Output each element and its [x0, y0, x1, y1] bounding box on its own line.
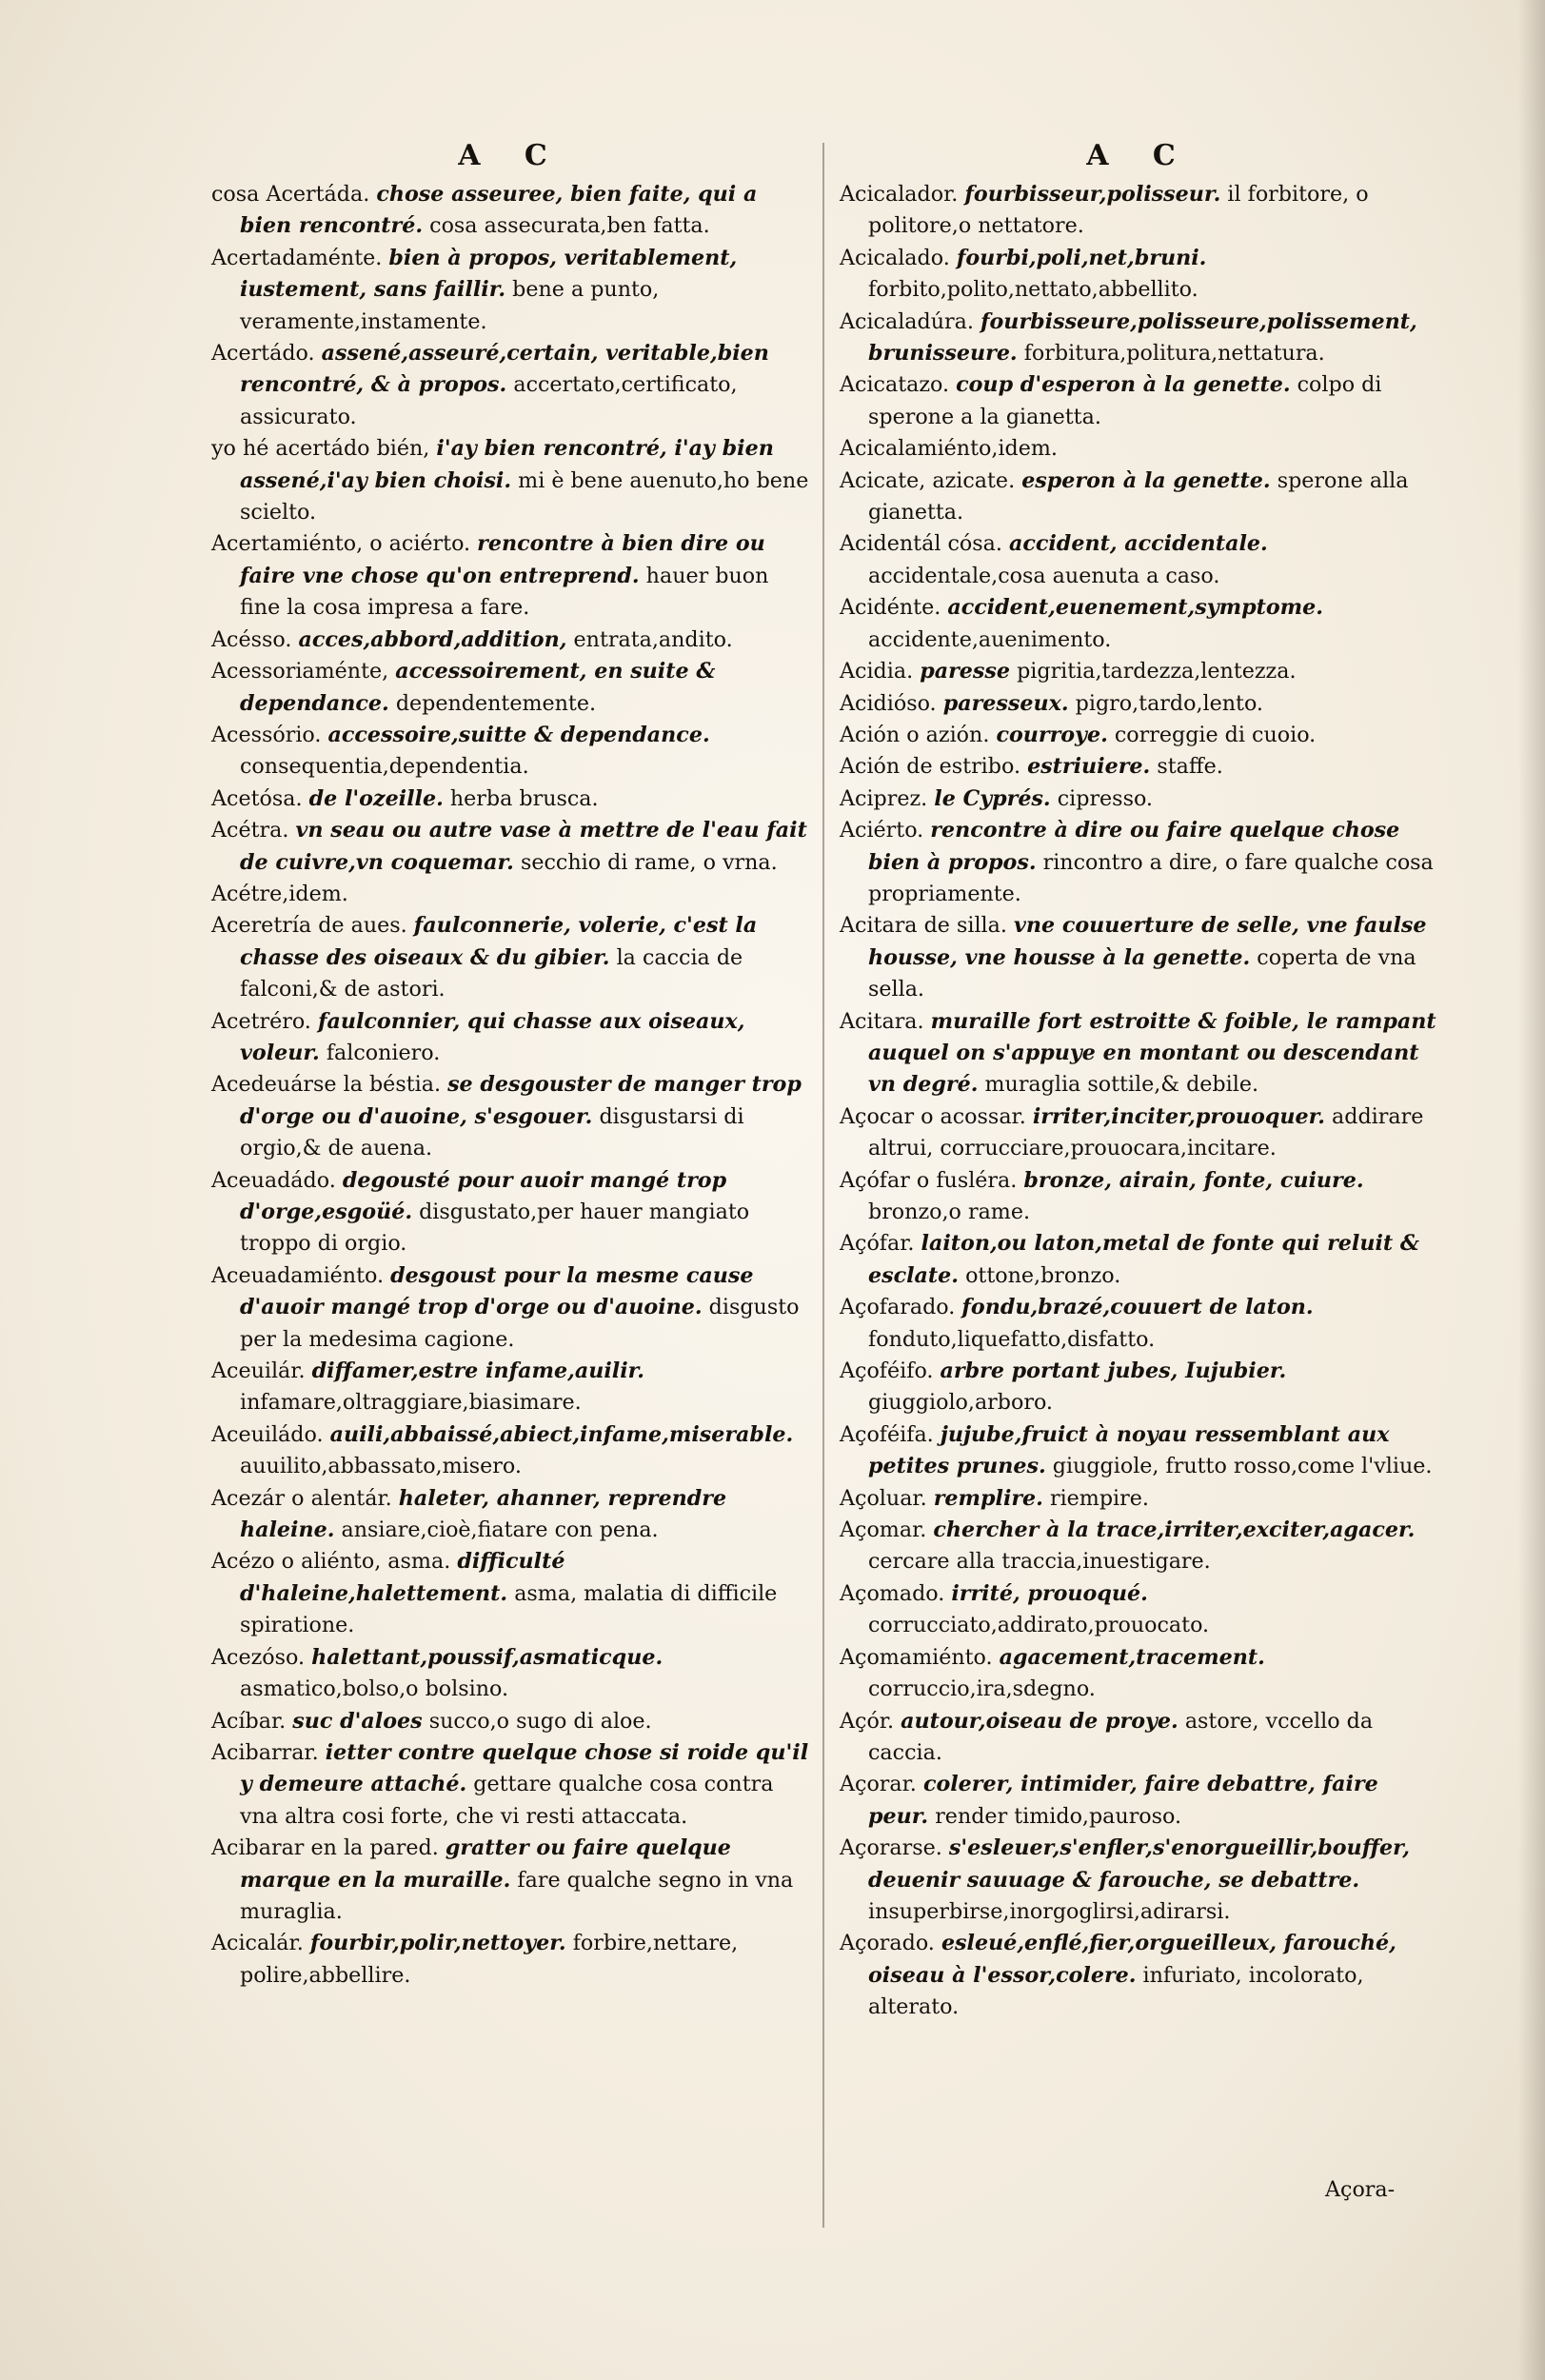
dictionary-entry — [840, 815, 1439, 910]
entry-french-gloss: gratter ou faire quelque marque en la muraille. — [240, 1835, 731, 1893]
entry-italian-gloss: entrata,andito. — [573, 626, 733, 652]
entry-italian-gloss: disgustarsi di orgio,& de auena. — [240, 1103, 744, 1161]
dictionary-entry — [840, 751, 1439, 783]
entry-italian-gloss: corrucciato,addirato,prouocato. — [868, 1613, 1210, 1638]
entry-french-gloss: le Cyprés. — [934, 785, 1051, 811]
entry-italian-gloss: la caccia de falconi,& de astori. — [240, 944, 743, 1002]
entry-headword: Aceretría de aues. — [211, 913, 407, 939]
entry-headword: Acézo o aliénto, asma. — [211, 1549, 451, 1575]
entry-french-gloss: fourbisseur,polisseur. — [964, 182, 1221, 207]
entry-italian-gloss: pigro,tardo,lento. — [1075, 690, 1263, 716]
entry-french-gloss: paresseux. — [942, 690, 1069, 716]
entry-french-gloss: diffamer,estre infame,auilir. — [311, 1359, 644, 1384]
entry-italian-gloss: dependentemente. — [395, 690, 597, 716]
dictionary-entry — [840, 1706, 1439, 1770]
dictionary-entry — [211, 338, 811, 433]
entry-italian-gloss: falconiero. — [326, 1040, 441, 1065]
dictionary-entry — [211, 1419, 811, 1483]
entry-italian-gloss: asma, malatia di difficile spiratione. — [240, 1580, 778, 1638]
entry-italian-gloss: muraglia sottile,& debile. — [984, 1072, 1259, 1098]
entry-headword: Acétre,idem. — [211, 881, 348, 906]
entry-headword: Acezóso. — [211, 1644, 306, 1670]
page-edge-shadow — [1518, 0, 1545, 2380]
dictionary-entry — [211, 1483, 811, 1547]
entry-french-gloss: esleué,enflé,fier,orgueilleux, farouché, oiseau à l'essor,colere. — [868, 1931, 1396, 1988]
entry-italian-gloss: forbire,nettare, polire,abbellire. — [240, 1931, 739, 1988]
entry-italian-gloss: disgusto per la medesima cagione. — [240, 1295, 800, 1352]
dictionary-entry — [211, 1165, 811, 1260]
entry-italian-gloss: accidentale,cosa auenuta a caso. — [868, 563, 1220, 588]
entry-french-gloss: colerer, intimider, faire debattre, faire peur. — [868, 1772, 1378, 1829]
entry-headword: Acicatazo. — [840, 372, 950, 398]
right-column — [840, 133, 1439, 2024]
entry-headword: Acidia. — [840, 659, 914, 684]
entry-headword: Ación de estribo. — [840, 754, 1020, 780]
entry-french-gloss: jujube,fruict à noyau ressemblant aux petites prunes. — [868, 1421, 1390, 1479]
dictionary-entry — [211, 1260, 811, 1356]
left-running-header: A C — [458, 139, 565, 172]
entry-italian-gloss: cosa assecurata,ben fatta. — [429, 213, 710, 239]
dictionary-entry — [211, 879, 811, 910]
entry-headword: Açór. — [840, 1708, 895, 1734]
entry-headword: Acessoriaménte, — [211, 659, 389, 684]
entry-headword: Acertamiénto, o aciérto. — [211, 531, 471, 557]
entry-headword: Acicate, azicate. — [840, 467, 1016, 493]
entry-italian-gloss: addirare altrui, corrucciare,prouocara,incitare. — [868, 1103, 1424, 1161]
entry-italian-gloss: consequentia,dependentia. — [240, 754, 529, 780]
entry-headword: Açomar. — [840, 1517, 927, 1543]
entry-french-gloss: s'esleuer,s'enfler,s'enorgueillir,bouffer, deuenir sauuage & farouche, se debattre. — [868, 1835, 1410, 1893]
entry-italian-gloss: giuggiolo,arboro. — [868, 1390, 1053, 1416]
dictionary-entry — [211, 1737, 811, 1833]
entry-italian-gloss: bronzo,o rame. — [868, 1200, 1031, 1224]
entry-italian-gloss: ansiare,cioè,fiatare con pena. — [341, 1517, 659, 1543]
dictionary-entry — [840, 1642, 1439, 1706]
entry-headword: Acicalár. — [211, 1931, 304, 1956]
entry-headword: Acetréro. — [211, 1008, 311, 1034]
entry-italian-gloss: fare qualche segno in vna muraglia. — [240, 1867, 794, 1924]
dictionary-entry — [211, 1706, 811, 1737]
entry-french-gloss: vne couuerture de selle, vne faulse housse, vne housse à la genette. — [868, 913, 1427, 970]
entry-italian-gloss: forbitura,politura,nettatura. — [1023, 341, 1325, 367]
dictionary-entry — [211, 1642, 811, 1706]
entry-headword: Acicalado. — [840, 245, 950, 270]
entry-french-gloss: faulconnier, qui chasse aux oiseaux, voleur. — [240, 1008, 745, 1065]
entry-french-gloss: chercher à la trace,irriter,exciter,agacer. — [933, 1517, 1416, 1543]
entry-italian-gloss: staffe. — [1157, 754, 1223, 780]
dictionary-entry — [840, 1006, 1439, 1101]
dictionary-entry — [840, 1228, 1439, 1292]
entry-italian-gloss: accertato,certificato, assicurato. — [240, 372, 738, 429]
entry-italian-gloss: pigritia,tardezza,lentezza. — [1017, 659, 1297, 684]
entry-headword: Acessório. — [211, 722, 322, 747]
entry-french-gloss: fourbisseure,polisseure,polissement, brunisseure. — [868, 308, 1417, 367]
dictionary-entry — [211, 625, 811, 656]
entry-italian-gloss: insuperbirse,inorgoglirsi,adirarsi. — [868, 1898, 1231, 1924]
dictionary-entry — [211, 1833, 811, 1928]
entry-french-gloss: muraille fort estroitte & foible, le rampant auquel on s'appuye en montant ou descendant vn degré. — [868, 1008, 1436, 1098]
catchword: Açora- — [1325, 2177, 1396, 2202]
entry-headword: Acezár o alentár. — [211, 1485, 392, 1511]
entry-headword: Açomado. — [840, 1580, 945, 1606]
entry-french-gloss: faulconnerie, volerie, c'est la chasse des oiseaux & du gibier. — [240, 913, 758, 970]
entry-headword: Açomamiénto. — [840, 1644, 993, 1670]
entry-headword: Açoluar. — [840, 1485, 927, 1511]
dictionary-entry — [211, 1069, 811, 1164]
entry-french-gloss: fourbi,poli,net,bruni. — [956, 245, 1207, 270]
right-entry-list — [840, 179, 1439, 2024]
entry-italian-gloss: cercare alla traccia,inuestigare. — [868, 1549, 1211, 1575]
entry-italian-gloss: succo,o sugo di aloe. — [428, 1708, 652, 1734]
entry-french-gloss: chose asseuree, bien faite, qui a bien rencontré. — [240, 182, 758, 239]
dictionary-entry — [840, 1165, 1439, 1229]
entry-french-gloss: difficulté d'haleine,halettement. — [240, 1549, 565, 1606]
entry-headword: Acétra. — [211, 818, 289, 843]
dictionary-entry — [840, 910, 1439, 1005]
entry-headword: Acetósa. — [211, 785, 303, 811]
dictionary-entry — [840, 1101, 1439, 1165]
entry-french-gloss: se desgouster de manger trop d'orge ou d'auoine, s'esgouer. — [240, 1072, 802, 1129]
dictionary-entry — [211, 720, 811, 783]
dictionary-entry — [840, 656, 1439, 687]
entry-french-gloss: remplire. — [933, 1485, 1043, 1511]
entry-headword: Açorarse. — [840, 1835, 942, 1861]
dictionary-entry — [211, 179, 811, 243]
dictionary-entry — [211, 243, 811, 338]
entry-headword: Acibarrar. — [211, 1739, 319, 1765]
right-running-header: A C — [1086, 139, 1193, 172]
entry-italian-gloss: bene a punto, veramente,instamente. — [240, 277, 660, 334]
entry-headword: Acertadaménte. — [211, 245, 383, 270]
entry-headword: Açófar. — [840, 1231, 915, 1257]
entry-headword: Aciérto. — [840, 818, 924, 843]
entry-french-gloss: paresse — [920, 659, 1010, 684]
entry-headword: Aciprez. — [840, 785, 928, 811]
dictionary-entry — [840, 369, 1439, 433]
entry-headword: Açoféifo. — [840, 1359, 934, 1384]
entry-italian-gloss: mi è bene auenuto,ho bene scielto. — [240, 467, 809, 526]
dictionary-entry — [211, 528, 811, 624]
entry-italian-gloss: secchio di rame, o vrna. — [520, 849, 778, 875]
entry-french-gloss: rencontre à bien dire ou faire vne chose qu'on entreprend. — [240, 531, 765, 588]
dictionary-entry — [840, 1515, 1439, 1578]
entry-french-gloss: agacement,tracement. — [999, 1644, 1265, 1670]
column-divider — [822, 143, 824, 2228]
dictionary-entry — [211, 1928, 811, 1992]
dictionary-entry — [840, 1356, 1439, 1419]
dictionary-entry — [840, 466, 1439, 529]
entry-headword: Aceuiládo. — [211, 1421, 324, 1447]
entry-headword: Acíbar. — [211, 1708, 287, 1734]
entry-headword: Açofarado. — [840, 1295, 956, 1320]
entry-headword: Aceuadamiénto. — [211, 1262, 385, 1288]
entry-headword: yo hé acertádo bién, — [211, 436, 430, 462]
entry-french-gloss: fourbir,polir,nettoyer. — [309, 1931, 566, 1956]
entry-french-gloss: ietter contre quelque chose si roide qu'il y demeure attaché. — [240, 1739, 809, 1797]
entry-headword: Acedeuárse la béstia. — [211, 1072, 441, 1098]
dictionary-entry — [840, 1928, 1439, 2023]
entry-headword: Acicalador. — [840, 182, 959, 207]
entry-french-gloss: desgoust pour la mesme cause d'auoir mangé trop d'orge ou d'auoine. — [240, 1262, 754, 1320]
entry-french-gloss: vn seau ou autre vase à mettre de l'eau fait de cuivre,vn coquemar. — [240, 818, 807, 875]
entry-italian-gloss: fonduto,liquefatto,disfatto. — [868, 1326, 1156, 1352]
entry-headword: Acicaladúra. — [840, 308, 974, 334]
entry-italian-gloss: hauer buon fine la cosa impresa a fare. — [240, 563, 769, 621]
entry-italian-gloss: infamare,oltraggiare,biasimare. — [240, 1390, 582, 1416]
entry-french-gloss: estriuiere. — [1027, 754, 1151, 780]
dictionary-entry — [840, 1419, 1439, 1483]
dictionary-entry — [840, 1769, 1439, 1833]
entry-headword: cosa Acertáda. — [211, 182, 370, 207]
entry-italian-gloss: infuriato, incolorato, alterato. — [868, 1962, 1364, 2020]
entry-headword: Ación o azión. — [840, 722, 990, 747]
entry-italian-gloss: forbito,polito,nettato,abbellito. — [868, 277, 1198, 303]
entry-italian-gloss: correggie di cuoio. — [1114, 722, 1317, 747]
entry-french-gloss: rencontre à dire ou faire quelque chose bien à propos. — [868, 818, 1400, 875]
entry-french-gloss: irrité, prouoqué. — [951, 1580, 1148, 1606]
entry-italian-gloss: corruccio,ira,sdegno. — [868, 1676, 1096, 1702]
entry-french-gloss: courroye. — [996, 722, 1108, 747]
entry-italian-gloss: riempire. — [1049, 1485, 1149, 1511]
entry-headword: Acibarar en la pared. — [211, 1835, 439, 1861]
entry-french-gloss: haleter, ahanner, reprendre haleine. — [240, 1485, 727, 1543]
entry-headword: Acitara de silla. — [840, 913, 1007, 939]
entry-headword: Açorar. — [840, 1772, 917, 1797]
dictionary-entry — [840, 1578, 1439, 1642]
dictionary-entry — [840, 243, 1439, 307]
dictionary-entry — [840, 592, 1439, 656]
entry-french-gloss: fondu,brazé,couuert de laton. — [961, 1295, 1314, 1320]
entry-french-gloss: accident, accidentale. — [1008, 531, 1268, 557]
entry-headword: Acidénte. — [840, 595, 941, 621]
dictionary-entry — [211, 656, 811, 720]
entry-italian-gloss: coperta de vna sella. — [868, 944, 1416, 1002]
entry-french-gloss: esperon à la genette. — [1021, 467, 1271, 493]
entry-french-gloss: degousté pour auoir mangé trop d'orge,esgoüé. — [240, 1167, 727, 1224]
entry-french-gloss: auili,abbaissé,abiect,infame,miserable. — [329, 1421, 794, 1447]
entry-french-gloss: laiton,ou laton,metal de fonte qui reluit & esclate. — [868, 1231, 1419, 1288]
entry-french-gloss: suc d'aloes — [292, 1708, 423, 1734]
dictionary-entry — [211, 433, 811, 528]
entry-italian-gloss: astore, vccello da caccia. — [868, 1708, 1374, 1765]
entry-headword: Açófar o fusléra. — [840, 1167, 1018, 1193]
dictionary-entry — [840, 1292, 1439, 1356]
entry-french-gloss: irriter,inciter,prouoquer. — [1032, 1103, 1325, 1129]
dictionary-entry — [211, 910, 811, 1005]
entry-italian-gloss: rincontro a dire, o fare qualche cosa propriamente. — [868, 849, 1434, 906]
entry-french-gloss: i'ay bien rencontré, i'ay bien assené,i'ay bien choisi. — [240, 436, 774, 493]
entry-french-gloss: assené,asseuré,certain, veritable,bien rencontré, & à propos. — [240, 341, 769, 398]
entry-headword: Aceuilár. — [211, 1359, 306, 1384]
entry-italian-gloss: il forbitore, o politore,o nettatore. — [868, 182, 1369, 239]
entry-headword: Açocar o acossar. — [840, 1103, 1026, 1129]
entry-headword: Acitara. — [840, 1008, 924, 1034]
entry-italian-gloss: colpo di sperone a la gianetta. — [868, 372, 1382, 429]
entry-italian-gloss: render timido,pauroso. — [935, 1803, 1182, 1829]
entry-french-gloss: coup d'esperon à la genette. — [956, 372, 1291, 398]
entry-headword: Açorado. — [840, 1931, 935, 1956]
dictionary-entry — [840, 179, 1439, 243]
entry-french-gloss: halettant,poussif,asmaticque. — [311, 1644, 664, 1670]
entry-headword: Acidentál cósa. — [840, 531, 1002, 557]
dictionary-entry — [840, 307, 1439, 370]
entry-italian-gloss: disgustato,per hauer mangiato troppo di orgio. — [240, 1200, 750, 1257]
entry-french-gloss: autour,oiseau de proye. — [901, 1708, 1179, 1734]
entry-italian-gloss: herba brusca. — [449, 785, 599, 811]
entry-italian-gloss: ottone,bronzo. — [965, 1262, 1121, 1288]
entry-french-gloss: bronze, airain, fonte, cuiure. — [1023, 1167, 1364, 1193]
entry-french-gloss: arbre portant jubes, Iujubier. — [940, 1359, 1287, 1384]
entry-french-gloss: bien à propos, veritablement, iustement, sans faillir. — [240, 245, 738, 303]
entry-french-gloss: de l'ozeille. — [308, 785, 444, 811]
entry-headword: Acertádo. — [211, 341, 315, 367]
dictionary-entry — [840, 1483, 1439, 1515]
dictionary-entry — [840, 688, 1439, 720]
entry-headword: Aceuadádo. — [211, 1167, 336, 1193]
dictionary-entry — [840, 528, 1439, 592]
dictionary-entry — [211, 1356, 811, 1419]
entry-italian-gloss: cipresso. — [1057, 785, 1153, 811]
dictionary-entry — [840, 783, 1439, 815]
dictionary-entry — [840, 433, 1439, 465]
entry-headword: Acidióso. — [840, 690, 937, 716]
entry-french-gloss: acces,abbord,addition, — [298, 626, 567, 652]
entry-headword: Açoféifa. — [840, 1421, 934, 1447]
left-column — [211, 133, 811, 1992]
entry-french-gloss: accessoirement, en suite & dependance. — [240, 659, 716, 716]
left-entry-list — [211, 179, 811, 1992]
dictionary-entry — [840, 1833, 1439, 1928]
entry-french-gloss: accessoire,suitte & dependance. — [327, 722, 710, 747]
entry-italian-gloss: accidente,auenimento. — [868, 626, 1112, 652]
entry-headword: Acésso. — [211, 626, 292, 652]
entry-italian-gloss: sperone alla gianetta. — [868, 467, 1409, 526]
entry-italian-gloss: giuggiole, frutto rosso,come l'vliue. — [1052, 1454, 1433, 1479]
dictionary-entry — [840, 720, 1439, 751]
dictionary-entry — [211, 783, 811, 815]
entry-french-gloss: accident,euenement,symptome. — [947, 595, 1323, 621]
entry-headword: Acicalamiénto,idem. — [840, 436, 1058, 462]
entry-italian-gloss: asmatico,bolso,o bolsino. — [240, 1676, 509, 1702]
dictionary-entry — [211, 815, 811, 879]
entry-italian-gloss: auuilito,abbassato,misero. — [240, 1454, 522, 1479]
dictionary-entry — [211, 1546, 811, 1641]
dictionary-entry — [211, 1006, 811, 1070]
entry-italian-gloss: gettare qualche cosa contra vna altra cosi forte, che vi resti attaccata. — [240, 1772, 774, 1829]
